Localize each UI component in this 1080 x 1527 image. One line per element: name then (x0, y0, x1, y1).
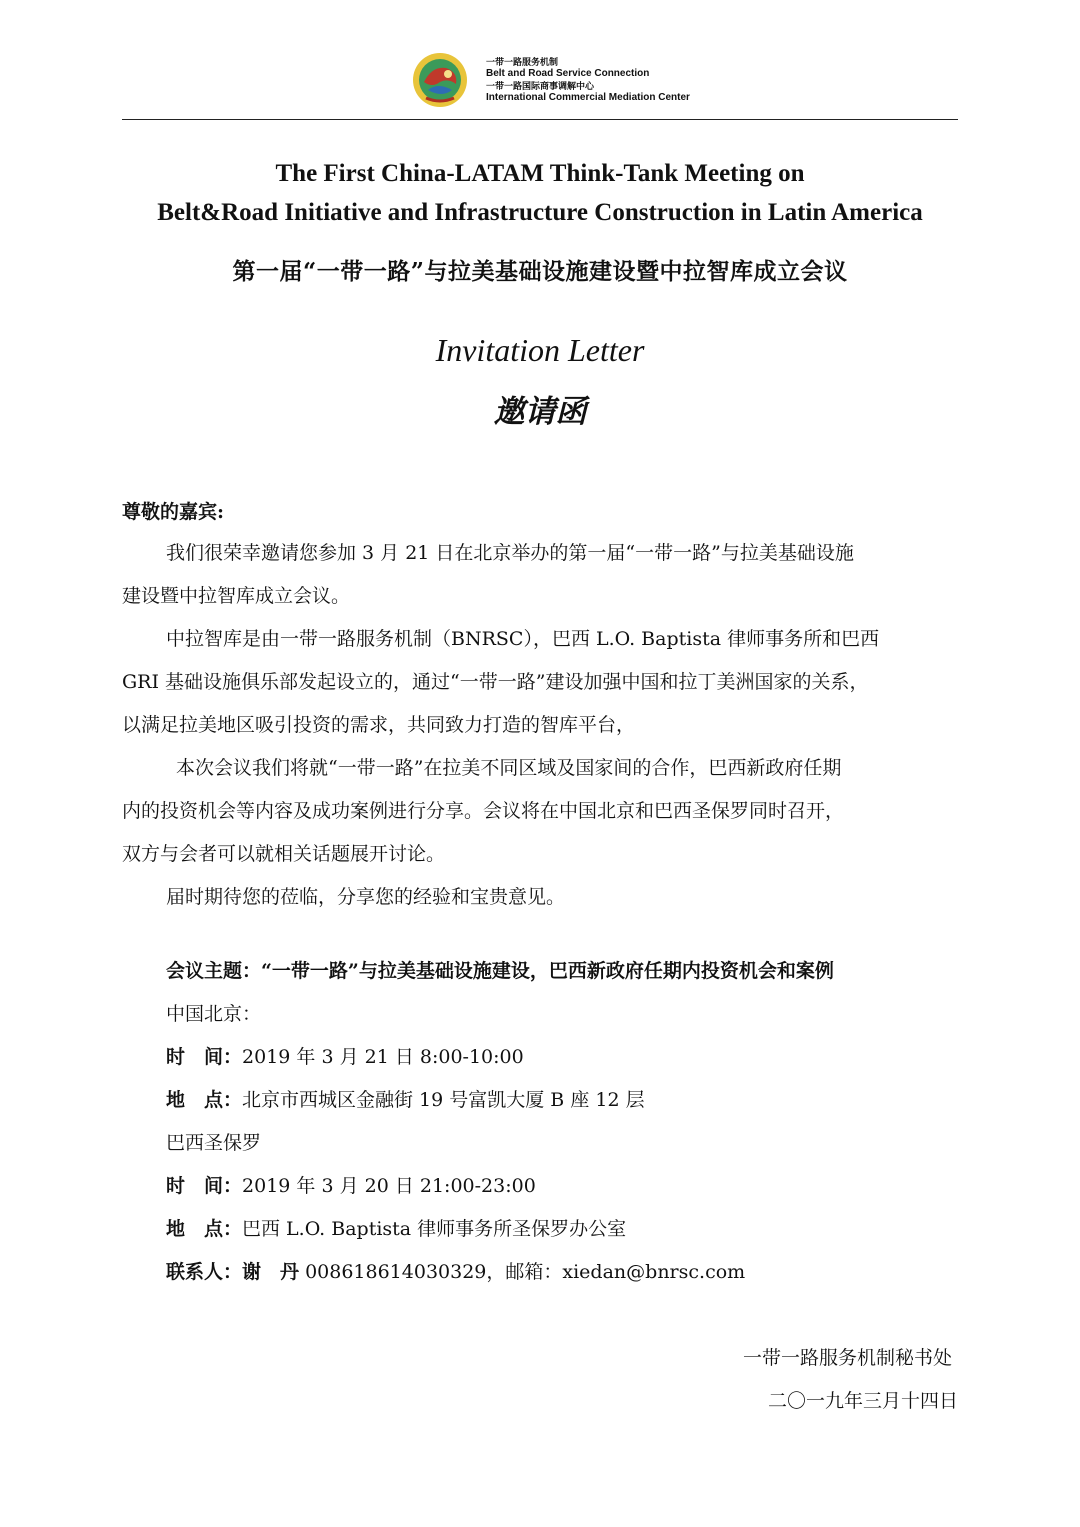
saopaulo-place-row (166, 1214, 626, 1241)
belt-road-emblem-icon (412, 52, 468, 108)
organization-name-block (486, 56, 690, 104)
paragraph-2-line-2: GRI 基础设施俱乐部发起设立的，通过“一带一路”建设加强中国和拉丁美洲国家的关系， (122, 671, 869, 693)
contact-label: 联系人：谢 丹 (166, 1261, 300, 1283)
beijing-place-value: 北京市西城区金融街 19 号富凯大厦 B 座 12 层 (242, 1089, 645, 1111)
mediation-center-name-en: International Commercial Mediation Center (486, 92, 690, 103)
mediation-center-name-zh: 一带一路国际商事调解中心 (486, 81, 595, 91)
title-en-line-2: Belt&Road Initiative and Infrastructure Construction in Latin America (157, 199, 923, 226)
paragraph-2-line-1: 中拉智库是由一带一路服务机制（BNRSC），巴西 L.O. Baptista 律师事务所和巴西 (166, 628, 880, 650)
beijing-time-row (166, 1042, 524, 1069)
greeting: 尊敬的嘉宾: (122, 501, 225, 523)
paragraph-3-line-2: 内的投资机会等内容及成功案例进行分享。会议将在中国北京和巴西圣保罗同时召开， (122, 800, 845, 822)
organization-logo (412, 52, 468, 108)
paragraph-3-line-1: 本次会议我们将就“一带一路”在拉美不同区域及国家间的合作，巴西新政府任期 (176, 757, 842, 779)
saopaulo-time-row (166, 1171, 536, 1198)
org-name-zh: 一带一路服务机制 (486, 57, 559, 67)
meeting-theme: 会议主题：“一带一路”与拉美基础设施建设，巴西新政府任期内投资机会和案例 (166, 960, 834, 982)
paragraph-3-line-3: 双方与会者可以就相关话题展开讨论。 (122, 843, 446, 865)
beijing-place-row (166, 1085, 645, 1112)
beijing-time-value: 2019 年 3 月 21 日 8:00-10:00 (242, 1046, 524, 1068)
signature-org: 一带一路服务机制秘书处 (742, 1347, 952, 1369)
paragraph-1-line-2: 建设暨中拉智库成立会议。 (122, 585, 351, 607)
org-name-en: Belt and Road Service Connection (486, 68, 650, 79)
header-divider (122, 119, 958, 120)
title-zh: 第一届“一带一路”与拉美基础设施建设暨中拉智库成立会议 (232, 258, 848, 285)
invitation-title-zh: 邀请函 (493, 394, 587, 430)
paragraph-2-line-3: 以满足拉美地区吸引投资的需求，共同致力打造的智库平台， (122, 714, 636, 736)
beijing-heading: 中国北京： (166, 1003, 262, 1025)
invitation-title-en: Invitation Letter (435, 332, 645, 368)
contact-info: 008618614030329，邮箱：xiedan@bnrsc.com (305, 1261, 746, 1283)
saopaulo-heading: 巴西圣保罗 (166, 1132, 262, 1154)
time-label: 时 间： (166, 1046, 243, 1068)
saopaulo-place-value: 巴西 L.O. Baptista 律师事务所圣保罗办公室 (242, 1218, 627, 1240)
title-en-line-1: The First China-LATAM Think-Tank Meeting on (275, 160, 805, 187)
paragraph-1-line-1: 我们很荣幸邀请您参加 3 月 21 日在北京举办的第一届“一带一路”与拉美基础设施 (166, 542, 854, 564)
place-label: 地 点： (166, 1218, 243, 1240)
paragraph-4: 届时期待您的莅临，分享您的经验和宝贵意见。 (166, 886, 566, 908)
place-label: 地 点： (166, 1089, 243, 1111)
signature-date: 二〇一九年三月十四日 (767, 1390, 958, 1412)
time-label: 时 间： (166, 1175, 243, 1197)
saopaulo-time-value: 2019 年 3 月 20 日 21:00-23:00 (242, 1175, 536, 1197)
contact-row (166, 1257, 745, 1284)
